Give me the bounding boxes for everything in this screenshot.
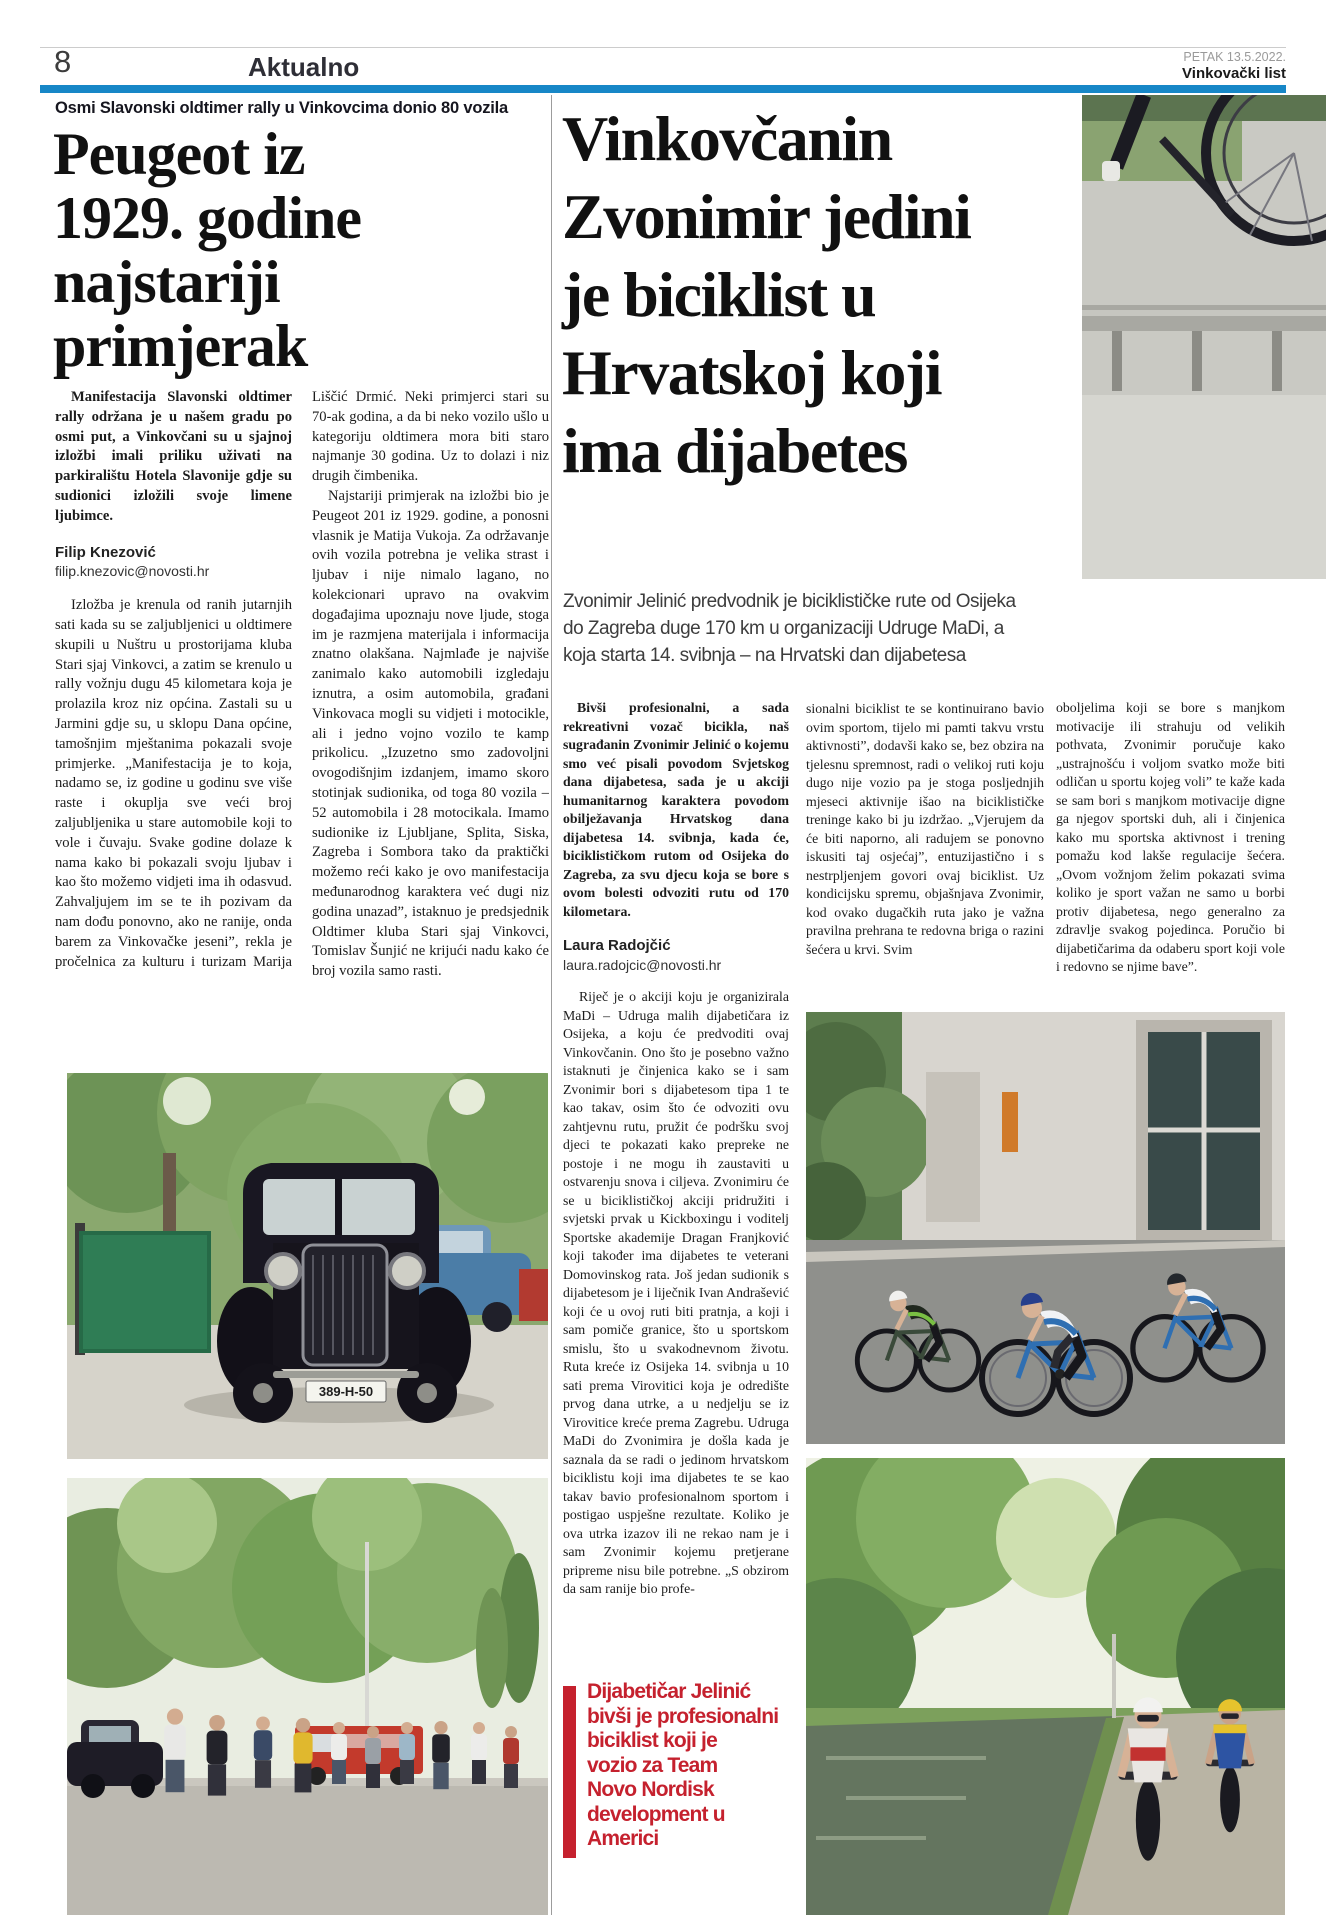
body-paragraph: Riječ je o akciji koju je organizirala MaDi – Udruga malih dijabetičara iz Osijeka, a koju će predvoditi ovaj Vinkovčanin. Ono što je posebno važno istaknuti je činjenica kako se i sam Zvonimir bori s dijabetesom tipa 1 te kao takav, osim što će odvoziti ovu zahtjevnu rutu, pružit će podršku svoj djeci te pokazati kako prepreke ne postoje i ne mogu ih zaustaviti u ostvarenju snova i ciljeva. Zvonimiru će se u biciklističkoj akciji pridružiti i svjetski prvak u Kickboxingu i voditelj Sportske akademije Dragan Franjković koji također ima dijabetes te veterani Domovinskog rata. Još jedan sudionik s dijabetesom je i liječnik Ivan Andrašević koji će u ovoj ruti biti pratnja, a koji i sam pomiče granice, što u sportskom smislu, što u svakodnevnom životu. Ruta kreće iz Osijeka 14. svibnja u 10 sati prema Virovitici koja je odredište prvog dana utrke, a u nedjelju se iz Virovitice kreće prema Zagrebu. Udruga MaDi do Zvonimira je došla kada je saznala da se radi o jedinom hrvatskom biciklistu koji ima dijabetes te se kao takav bavio profesionalnom sportom i postigao uspješne rezultate. Koliko je ova utrka izazov ili ne rekao nam je i sam Zvonimir kojemu pretjerane pripreme nisu bile potrebne. „S obzirom da sam ranije bio profe- [563, 989, 789, 1596]
author-name: Filip Knezović [55, 543, 156, 561]
right-article-headline [562, 100, 970, 490]
subhead-line: koja starta 14. svibnja – na Hrvatski dan dijabetesa [563, 645, 966, 666]
author-email: laura.radojcic@novosti.hr [563, 956, 722, 973]
glass-door [1136, 1020, 1272, 1242]
cyclist-wheel-photo [1082, 95, 1326, 579]
right-article-byline [563, 937, 789, 974]
right-article-intro: Bivši profesionalni, a sada rekreativni vozač bicikla, naš sugrađanin Zvonimir Jelinić o kojemu smo već pisali povodom Svjetskog dana dijabetesa, sada je u akciji humanitarnog karaktera povodom obilježavanja Hrvatskog dana dijabetesa 14. svibnja, kada će, biciklističkom rutom od Osijeka do Zagreba, za svu djecu koja se bore s ovom bolesti odvoziti rutu od 170 kilometara. [563, 700, 789, 919]
headline-line: ima dijabetes [562, 415, 907, 486]
pull-quote [563, 1680, 803, 1852]
headline-line: Zvonimir jedini [562, 181, 971, 252]
headline-line: Hrvatskoj koji [562, 337, 941, 408]
quote-line: Novo Nordisk [587, 1778, 714, 1801]
left-article-kicker: Osmi Slavonski oldtimer rally u Vinkovcima donio 80 vozila [55, 99, 509, 117]
body-paragraph: sionalni biciklist te se kontinuirano bavio ovim sportom, tijelo mi pamti takvu vrstu aktivnosti”, dodavši kako se, bez obzira na tjelesnu spremnost, radi o velikoj ruti koju dugo nije vozio pa je stoga posljednjih mjeseci aktivnije išao na biciklističke treninge kako bi ju izdržao. „Vjerujem da će biti naporno, ali radujem se ponovno iskusiti taj osjećaj”, entuzijastično i s nestrpljenjem govori ovaj biciklist. Uz kondicijsku spremu, objašnjava Zvonimir, kod ovako dugačkih ruta jako je važna pravilna prehrana te redovna briga o razini šećera u krvi. Svim [806, 701, 1044, 957]
page-number: 8 [54, 44, 72, 79]
article-divider [551, 95, 552, 1915]
headlight [266, 1254, 300, 1288]
headline-line: Vinkovčanin [562, 103, 892, 174]
publication-name: Vinkovački list [1182, 65, 1286, 82]
right-article-subhead [563, 588, 1016, 669]
quote-line: Dijabetičar Jelinić [587, 1680, 751, 1703]
body-paragraph: oboljelima koji se bore s manjkom motivacije ili strahuju od velikih pothvata, Zvonimir poručuje kako „ustrajnošću i voljom svatko može biti odličan u sportu kojeg voli” te kaže kada se sam bori s manjkom motivacije digne ga njegov sportski duh, ali i činjenica kako mu sportska aktivnost i trening pomažu kod lakše regulacije šećera. „Ovom vožnjom želim pokazati svima koliko je sport važan ne samo u borbi protiv dijabetesa, nego generalno za zdravlje svakog pojedinca. Poručio bi dijabetičarima da odaberu sport koji vole i redovno se njime bave”. [1056, 700, 1285, 974]
quote-line: development u [587, 1802, 725, 1826]
author-email: filip.knezovic@novosti.hr [55, 563, 210, 580]
subhead-line: Zvonimir Jelinić predvodnik je biciklističke rute od Osijeka [563, 591, 1016, 612]
red-trailer [519, 1269, 548, 1321]
headline-line: 1929. godine [53, 185, 362, 251]
issue-date: PETAK 13.5.2022. [1183, 50, 1286, 64]
right-article-column-1 [563, 699, 789, 1665]
masthead-info [1182, 50, 1286, 82]
left-article-body [55, 388, 549, 1073]
radiator-grille [303, 1245, 387, 1365]
wall-sign [1002, 1092, 1018, 1152]
pull-quote-text [587, 1680, 803, 1852]
cyclists-riverside-photo [806, 1458, 1285, 1915]
quote-line: biciklist koji je [587, 1729, 717, 1752]
body-paragraph: Izložba je krenula od ranih jutarnjih sati kada su se zaljubljenici u oldtimere skupili u Nuštru u prostorijama kluba Stari sjaj Vinkovci, a zatim se krenulo u rally vožnju dugu 45 kilometara koja je prolazila kroz niz općina. Zastali su u Jarmini gdje su, u sklopu Dana općine, tamošnjim mještanima pokazali svoje primjerke. „Manifestacija je to koja, nadamo se, iz godine u godinu sve više raste i okuplja sve veći broj zaljubljenika u stare automobile koji to vole i čuvaju. Svake godine dolaze k nama kako bi pokazali svoju ljubav i kao što možemo vidjeti ima ih odasvud. Zahvaljujem im se te ih pozivam da nam dođu ponovno, ako ne ranije, onda barem za Vinkovačke jeseni”, rekla je pročelnica za kulturu i turizam Marija Liščić Drmić. Neki primjerci stari su 70-ak godina, a da bi neko vozilo ušlo u kategoriju oldtimera mora biti staro najmanje 30 godina. Uz to dolazi i niz drugih čimbenika. [55, 389, 549, 970]
body-paragraph: Najstariji primjerak na izložbi bio je Peugeot 201 iz 1929. godine, a ponosni vlasnik je Matija Vukoja. Za održavanje ovih vozila potrebna je velika strast i ljubav i nije nimalo lagano, no kolekcionari upravo na ovakvim događajima upoznaju nove ljude, stoga im je razmjena materijala i informacija znatno olakšana. Najmlađe je najviše zanimalo kako automobili izgledaju iznutra, a osim automobila, građani Vinkovaca mogli su vidjeti i motocikle, ali i jedno vojno vozilo te kamp prikolicu. „Izuzetno smo zadovoljni ovogodišnjim izdanjem, imamo skoro stotinjak sudionika, od toga 80 vozila – 52 automobila i 28 motocikala. Imamo sudionike iz Ljubljane, Splita, Siska, Zagreba i Sombora tako da praktički možemo reći kako je ovo manifestacija međunarodnog karaktera već dugi niz godina unazad”, istaknuo je predsjednik Oldtimer kluba Stari sjaj Vinkovci, Tomislav Šunjić ne krijući nadu kako će broj vozila samo rasti. [312, 487, 549, 980]
headline-line: primjerak [53, 313, 308, 379]
headlight [390, 1254, 424, 1288]
quote-line: Americi [587, 1827, 659, 1850]
section-title: Aktualno [248, 52, 360, 82]
license-plate-text: 389-H-50 [318, 1384, 374, 1399]
subhead-line: do Zagreba duge 170 km u organizaciji Udruge MaDi, a [563, 618, 1004, 639]
headline-line: Peugeot iz [53, 121, 305, 187]
oldtimer-car-photo [67, 1073, 548, 1459]
header-blue-rule [40, 85, 1286, 93]
left-article-byline [55, 543, 292, 583]
left-article-headline [53, 122, 361, 378]
headline-line: je biciklist u [562, 259, 876, 330]
left-article-lede: Manifestacija Slavonski oldtimer rally održana je u našem gradu po osmi put, a Vinkovčani su u sjajnoj izložbi imali priliku uživati na parkiralištu Hotela Slavonije gdje su sudionici izložili svoje limene ljubimce. [55, 389, 292, 524]
quote-line: vozio za Team [587, 1753, 718, 1777]
author-name: Laura Radojčić [563, 937, 671, 954]
quote-line: bivši je profesionalni [587, 1704, 779, 1728]
green-gate [81, 1233, 209, 1351]
rally-crowd-photo [67, 1478, 548, 1915]
cyclists-race-photo [806, 1012, 1285, 1444]
right-article-column-3 [1056, 699, 1285, 1012]
pull-quote-bar [563, 1686, 576, 1858]
right-article-column-2 [806, 700, 1044, 1010]
headline-line: najstariji [53, 249, 280, 315]
header-top-rule [40, 47, 1286, 48]
